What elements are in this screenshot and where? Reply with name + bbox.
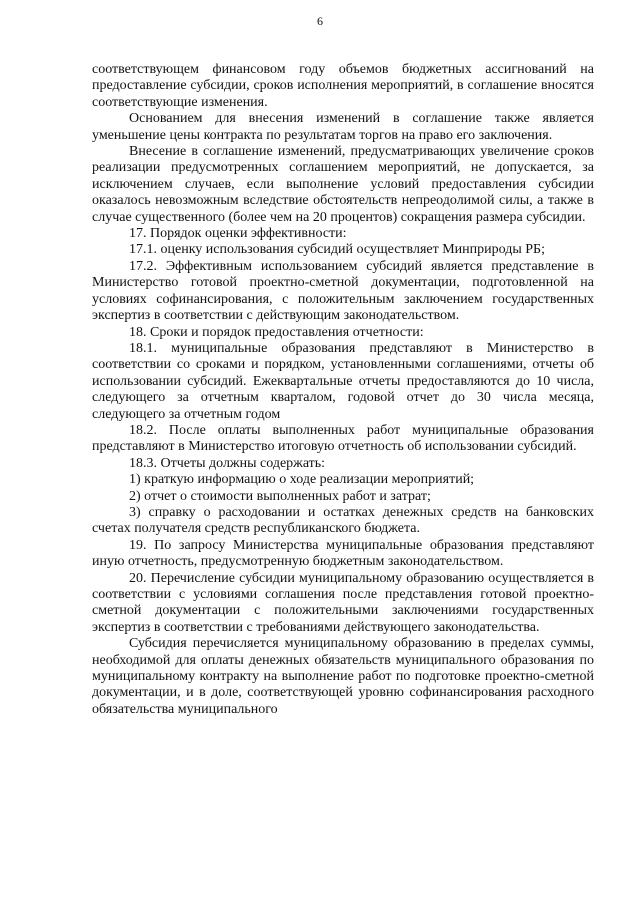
paragraph: 17.1. оценку использования субсидий осуществляет Минприроды РБ; (129, 242, 545, 258)
paragraph: Субсидия перечисляется муниципальному образованию в пределах суммы, необходимой для оплаты денежных обязательств муниципального образования по муниципальному контракту на выполнение работ по подготовке проектно-сметной документации, и в доле, соответствующей уровню софинансирования расходного обязательства муниципального (92, 636, 594, 717)
paragraph: 17.2. Эффективным использованием субсидий является представление в Министерство готовой проектно-сметной документации, подготовленной на условиях софинансирования, с положительным заключением государственных экспертиз в соответствии с действующим законодательством. (92, 258, 594, 324)
section-heading: 17. Порядок оценки эффективности: (129, 226, 347, 242)
paragraph: 19. По запросу Министерства муниципальные образования представляют иную отчетность, предусмотренную бюджетным законодательством. (92, 537, 594, 570)
paragraph: 18.1. муниципальные образования представляют в Министерство в соответствии со сроками и порядком, установленными соглашениями, отчеты об использовании субсидий. Ежеквартальные отчеты предоставляются до 10 числа, следующего за отчетным кварталом, годовой отчет до 30 числа месяца, следующего за отчетным годом (92, 340, 594, 422)
paragraph: 18.2. После оплаты выполненных работ муниципальные образования представляют в Министерство итоговую отчетность об использовании субсидий. (92, 422, 594, 455)
paragraph: 18.3. Отчеты должны содержать: (129, 455, 326, 471)
page-number: 6 (317, 14, 323, 28)
section-heading: 18. Сроки и порядок предоставления отчетности: (129, 324, 424, 340)
paragraph: Внесение в соглашение изменений, предусматривающих увеличение сроков реализации предусмотренных соглашением мероприятий, не допускается, за исключением случаев, если выполнение условий предоставления субсидии оказалось невозможным вследствие обстоятельств непреодолимой силы, а также в случае существенного (более чем на 20 процентов) сокращения размера субсидии. (92, 144, 594, 225)
paragraph: 20. Перечисление субсидии муниципальному образованию осуществляется в соответствии с условиями соглашения после представления готовой проектно-сметной документации с положительными заключениями государственных экспертиз в соответствии с требованиями действующего законодательства. (92, 570, 594, 635)
paragraph: Основанием для внесения изменений в соглашение также является уменьшение цены контракта по результатам торгов на право его заключения. (92, 111, 594, 143)
document-body (92, 62, 594, 718)
list-item: 1) краткую информацию о ходе реализации мероприятий; (129, 472, 475, 488)
paragraph: соответствующем финансовом году объемов бюджетных ассигнований на предоставление субсидии, сроков исполнения мероприятий, в соглашение вносятся соответствующие изменения. (92, 62, 594, 110)
list-item: 3) справку о расходовании и остатках денежных средств на банковских счетах получателя средств республиканского бюджета. (92, 504, 594, 537)
list-item: 2) отчет о стоимости выполненных работ и затрат; (129, 488, 431, 504)
